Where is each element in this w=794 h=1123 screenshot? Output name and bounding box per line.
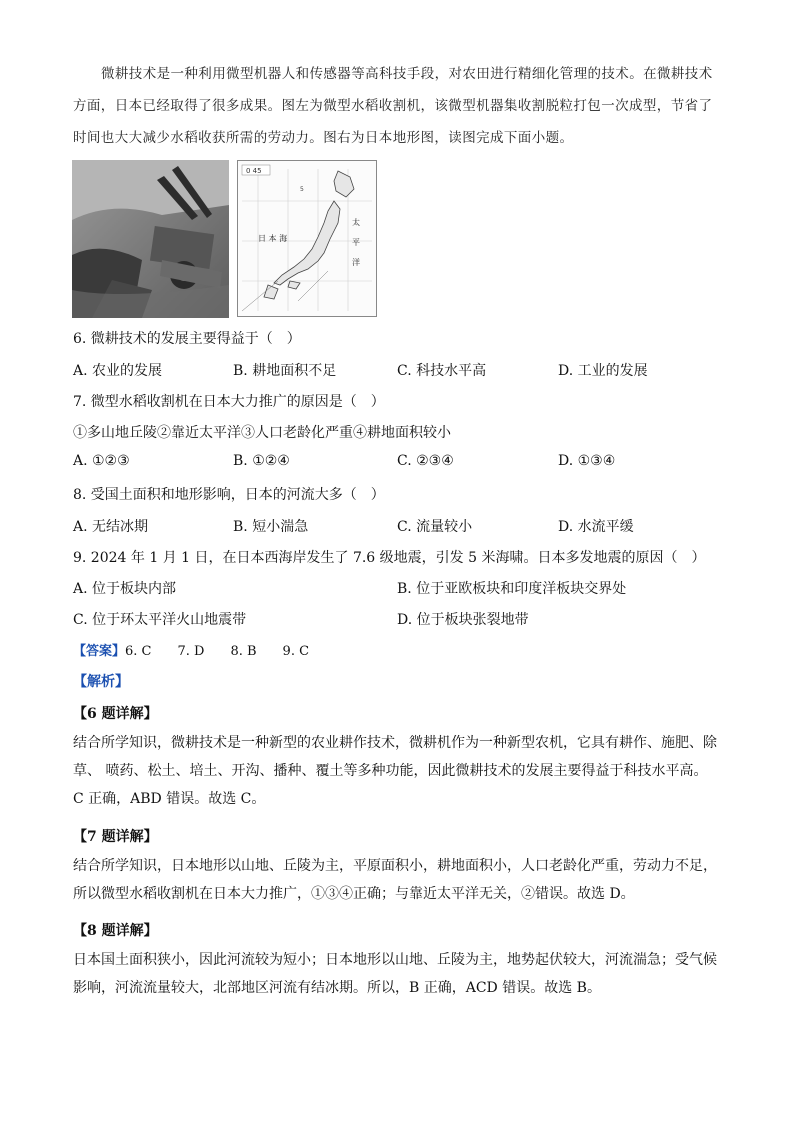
rice-harvester-photo — [72, 160, 229, 318]
japan-terrain-map — [237, 160, 377, 317]
map-sea-label: 日 本 海 — [258, 234, 288, 243]
q8-detail-heading: 【8 题详解】 — [73, 923, 158, 939]
answer-label: 【答案】 — [73, 644, 126, 659]
q8-option-c: C. 流量较小 — [397, 519, 473, 535]
q8-option-d: D. 水流平缓 — [558, 519, 634, 535]
intro-paragraph — [73, 58, 723, 90]
question-9-stem: 9. 2024 年 1 月 1 日，在日本西海岸发生了 7.6 级地震，引发 5 米海啸。日本多发地震的原因（ ） — [73, 550, 706, 566]
q9-option-b: B. 位于亚欧板块和印度洋板块交界处 — [397, 581, 627, 597]
q6-detail-line-3: C 正确，ABD 错误。故选 C。 — [73, 791, 266, 807]
intro-line-2-wrap — [73, 90, 723, 122]
q7-option-c: C. ②③④ — [397, 453, 454, 469]
q7-detail-line-1: 结合所学知识，日本地形以山地、丘陵为主，平原面积小，耕地面积小，人口老龄化严重，劳动力不足， — [73, 858, 717, 874]
q8-detail-line-2: 影响，河流流量较大，北部地区河流有结冰期。所以，B 正确，ACD 错误。故选 B。 — [73, 980, 601, 996]
intro-line-3-wrap — [73, 122, 723, 154]
q8-option-a: A. 无结冰期 — [73, 519, 149, 535]
q7-detail-line-2: 所以微型水稻收割机在日本大力推广，①③④正确；与靠近太平洋无关，②错误。故选 D。 — [73, 886, 635, 902]
map-corner-label: 0 45 — [246, 167, 262, 175]
question-7-sub: ①多山地丘陵②靠近太平洋③人口老龄化严重④耕地面积较小 — [73, 425, 451, 441]
intro-line-3: 时间也大大减少水稻收获所需的劳动力。图右为日本地形图，读图完成下面小题。 — [73, 130, 574, 146]
map-ocean-label-2: 平 — [352, 238, 360, 247]
q8-detail-line-1: 日本国土面积狭小，因此河流较为短小；日本地形以山地、丘陵为主，地势起伏较大，河流湍急；受气候 — [73, 952, 717, 968]
map-ocean-label-3: 洋 — [352, 258, 360, 267]
intro-line-1: 微耕技术是一种利用微型机器人和传感器等高科技手段，对农田进行精细化管理的技术。在微耕技术 — [101, 66, 713, 82]
map-ocean-label-1: 太 — [352, 218, 360, 227]
q7-detail-heading: 【7 题详解】 — [73, 829, 158, 845]
q9-option-c: C. 位于环太平洋火山地震带 — [73, 612, 247, 628]
question-7-stem: 7. 微型水稻收割机在日本大力推广的原因是（ ） — [73, 394, 385, 410]
q6-option-b: B. 耕地面积不足 — [233, 363, 337, 379]
q6-option-d: D. 工业的发展 — [558, 363, 648, 379]
q7-option-d: D. ①③④ — [558, 453, 616, 469]
q9-option-d: D. 位于板块张裂地带 — [397, 612, 529, 628]
q6-detail-body — [73, 729, 723, 813]
answer-values: 6. C 7. D 8. B 9. C — [125, 644, 310, 659]
q6-detail-heading: 【6 题详解】 — [73, 706, 158, 722]
q8-detail-body — [73, 946, 723, 1002]
analysis-label: 【解析】 — [73, 674, 129, 690]
q6-option-c: C. 科技水平高 — [397, 363, 487, 379]
q6-detail-line-2: 草、 喷药、松土、培土、开沟、播种、覆土等多种功能，因此微耕技术的发展主要得益于科技水平高。 — [73, 763, 708, 779]
q7-option-b: B. ①②④ — [233, 453, 290, 469]
q6-option-a: A. 农业的发展 — [73, 363, 163, 379]
question-8-stem: 8. 受国土面积和地形影响，日本的河流大多（ ） — [73, 487, 385, 503]
q8-option-b: B. 短小湍急 — [233, 519, 309, 535]
q7-option-a: A. ①②③ — [73, 453, 130, 469]
q9-option-a: A. 位于板块内部 — [73, 581, 177, 597]
q6-detail-line-1: 结合所学知识，微耕技术是一种新型的农业耕作技术，微耕机作为一种新型农机，它具有耕作、施肥、除 — [73, 735, 717, 751]
map-marker-1: 5 — [300, 186, 304, 193]
q7-detail-body — [73, 852, 723, 908]
intro-line-2: 方面，日本已经取得了很多成果。图左为微型水稻收割机，该微型机器集收割脱粒打包一次成型，节省了 — [73, 98, 713, 114]
answer-line — [73, 640, 309, 659]
question-6-stem: 6. 微耕技术的发展主要得益于（ ） — [73, 331, 301, 347]
